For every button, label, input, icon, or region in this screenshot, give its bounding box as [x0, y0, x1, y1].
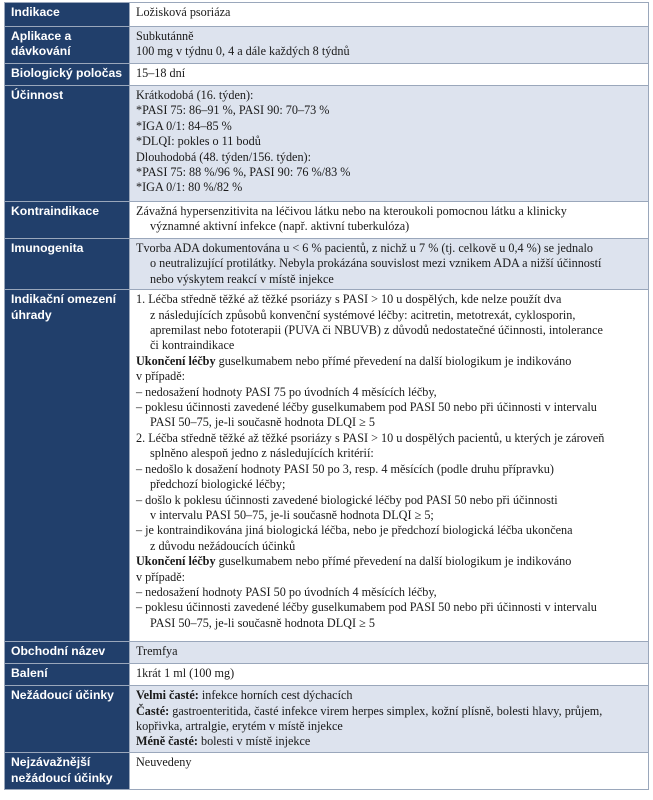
- row-value: 15–18 dní: [130, 64, 649, 86]
- table-row: [5, 642, 649, 664]
- stop-note-rest: guselkumabem nebo přímé převedení na další biologikum je indikováno: [215, 353, 572, 368]
- table-row: [5, 753, 649, 790]
- table-row: [5, 202, 649, 239]
- table-row: [5, 27, 649, 64]
- table-row: [5, 64, 649, 86]
- row-label: Kontraindikace: [5, 202, 130, 239]
- ae-very-common-rest: infekce horních cest dýchacích: [198, 688, 353, 703]
- row-value: Subkutánně 100 mg v týdnu 0, 4 a dále každých 8 týdnů: [130, 27, 649, 64]
- row-label: Biologický poločas: [5, 64, 130, 86]
- row-value: 1krát 1 ml (100 mg): [130, 664, 649, 686]
- row-label: Imunogenita: [5, 239, 130, 290]
- table-row: [5, 686, 649, 753]
- stop-note-2: Ukončení léčby guselkumabem nebo přímé převedení na další biologikum je indikováno: [136, 554, 572, 569]
- stop-note-2-rest: guselkumabem nebo přímé převedení na další biologikum je indikováno: [215, 554, 572, 569]
- table-row: [5, 239, 649, 290]
- row-label: Aplikace a dávkování: [5, 27, 130, 64]
- ae-less-common: Méně časté: bolesti v místě injekce: [136, 734, 311, 749]
- row-value: Tvorba ADA dokumentována u < 6 % pacientů, z nichž u 7 % (tj. celkově u 0,4 %) se jednalo o neutralizující protilátky. Nebyla prokázána souvislost mezi vznikem ADA a nižší účinností nebo výskytem reakcí v místě injekce: [130, 239, 649, 290]
- row-value: Ložisková psoriáza: [130, 3, 649, 27]
- ae-less-common-rest: bolesti v místě injekce: [197, 734, 311, 749]
- table-row: [5, 86, 649, 202]
- row-value: 1. Léčba středně těžké až těžké psoriázy s PASI > 10 u dospělých, kde nelze použít dva z následujících způsobů konvenční systémové léčby: acitretin, metotrexát, cyklosporin, apremilast nebo fototerapii (PUVA či NBUVB) z důvodů nedostatečné účinnosti, intolerance či kontraindikace Ukončení léčby guselkumabem nebo přímé převedení na další biologikum je indikováno v případě: – nedosažení hodnoty PASI 75 po úvodních 4 měsících léčby, – poklesu účinnosti zavedené léčby guselkumabem pod PASI 50 nebo při účinnosti v intervalu PASI 50–75, je-li současně hodnota DLQI ≥ 5 2. Léčba středně těžké až těžké psoriázy s PASI > 10 u dospělých pacientů, u kterých je zároveň splněno alespoň jedno z následujících kritérií: – nedošlo k dosažení hodnoty PASI 50 po 3, resp. 4 měsících (podle druhu přípravku) předchozí biologické léčby; – došlo k poklesu účinnosti zavedené biologické léčby pod PASI 50 nebo při účinnosti v intervalu PASI 50–75, je-li současně hodnota DLQI ≥ 5; – je kontraindikována jiná biologická léčba, nebo je předchozí biologická léčba ukončena z důvodu nežádoucích účinků Ukončení léčby guselkumabem nebo přímé převedení na další biologikum je indikováno v případě: – nedosažení hodnoty PASI 50 po úvodních 4 měsících léčby, – poklesu účinnosti zavedené léčby guselkumabem pod PASI 50 nebo při účinnosti v intervalu PASI 50–75, je-li současně hodnota DLQI ≥ 5: [130, 290, 649, 642]
- row-label: Obchodní název: [5, 642, 130, 664]
- row-value: Krátkodobá (16. týden): *PASI 75: 86–91 %, PASI 90: 70–73 % *IGA 0/1: 84–85 % *DLQI: pokles o 11 bodů Dlouhodobá (48. týden/156. týden): *PASI 75: 88 %/96 %, PASI 90: 76 %/83 % *IGA 0/1: 80 %/82 %: [130, 86, 649, 202]
- row-label: Indikační omezení úhrady: [5, 290, 130, 642]
- row-label: Indikace: [5, 3, 130, 27]
- row-label: Účinnost: [5, 86, 130, 202]
- row-value: Velmi časté: infekce horních cest dýchacích Časté: gastroenteritida, časté infekce virem herpes simplex, kožní plísně, bolesti hlavy, průjem, kopřivka, artralgie, erytém v místě injekce Méně časté: bolesti v místě injekce: [130, 686, 649, 753]
- row-value: Tremfya: [130, 642, 649, 664]
- table-row: [5, 3, 649, 27]
- table-row: [5, 664, 649, 686]
- drug-info-table: [4, 2, 649, 790]
- table-row: [5, 290, 649, 642]
- row-label: Nežádoucí účinky: [5, 686, 130, 753]
- row-value: Neuvedeny: [130, 753, 649, 790]
- row-value: Závažná hypersenzitivita na léčivou látku nebo na kteroukoli pomocnou látku a klinicky významné aktivní infekce (např. aktivní tuberkulóza): [130, 202, 649, 239]
- ae-very-common: Velmi časté: infekce horních cest dýchacích: [136, 688, 353, 703]
- ae-common: Časté: gastroenteritida, časté infekce virem herpes simplex, kožní plísně, bolesti hlavy, průjem,: [136, 703, 603, 718]
- ae-common-rest: gastroenteritida, časté infekce virem herpes simplex, kožní plísně, bolesti hlavy, průjem,: [169, 703, 603, 718]
- row-label: Balení: [5, 664, 130, 686]
- stop-note: Ukončení léčby guselkumabem nebo přímé převedení na další biologikum je indikováno: [136, 353, 572, 368]
- row-label: Nejzávažnější nežádoucí účinky: [5, 753, 130, 790]
